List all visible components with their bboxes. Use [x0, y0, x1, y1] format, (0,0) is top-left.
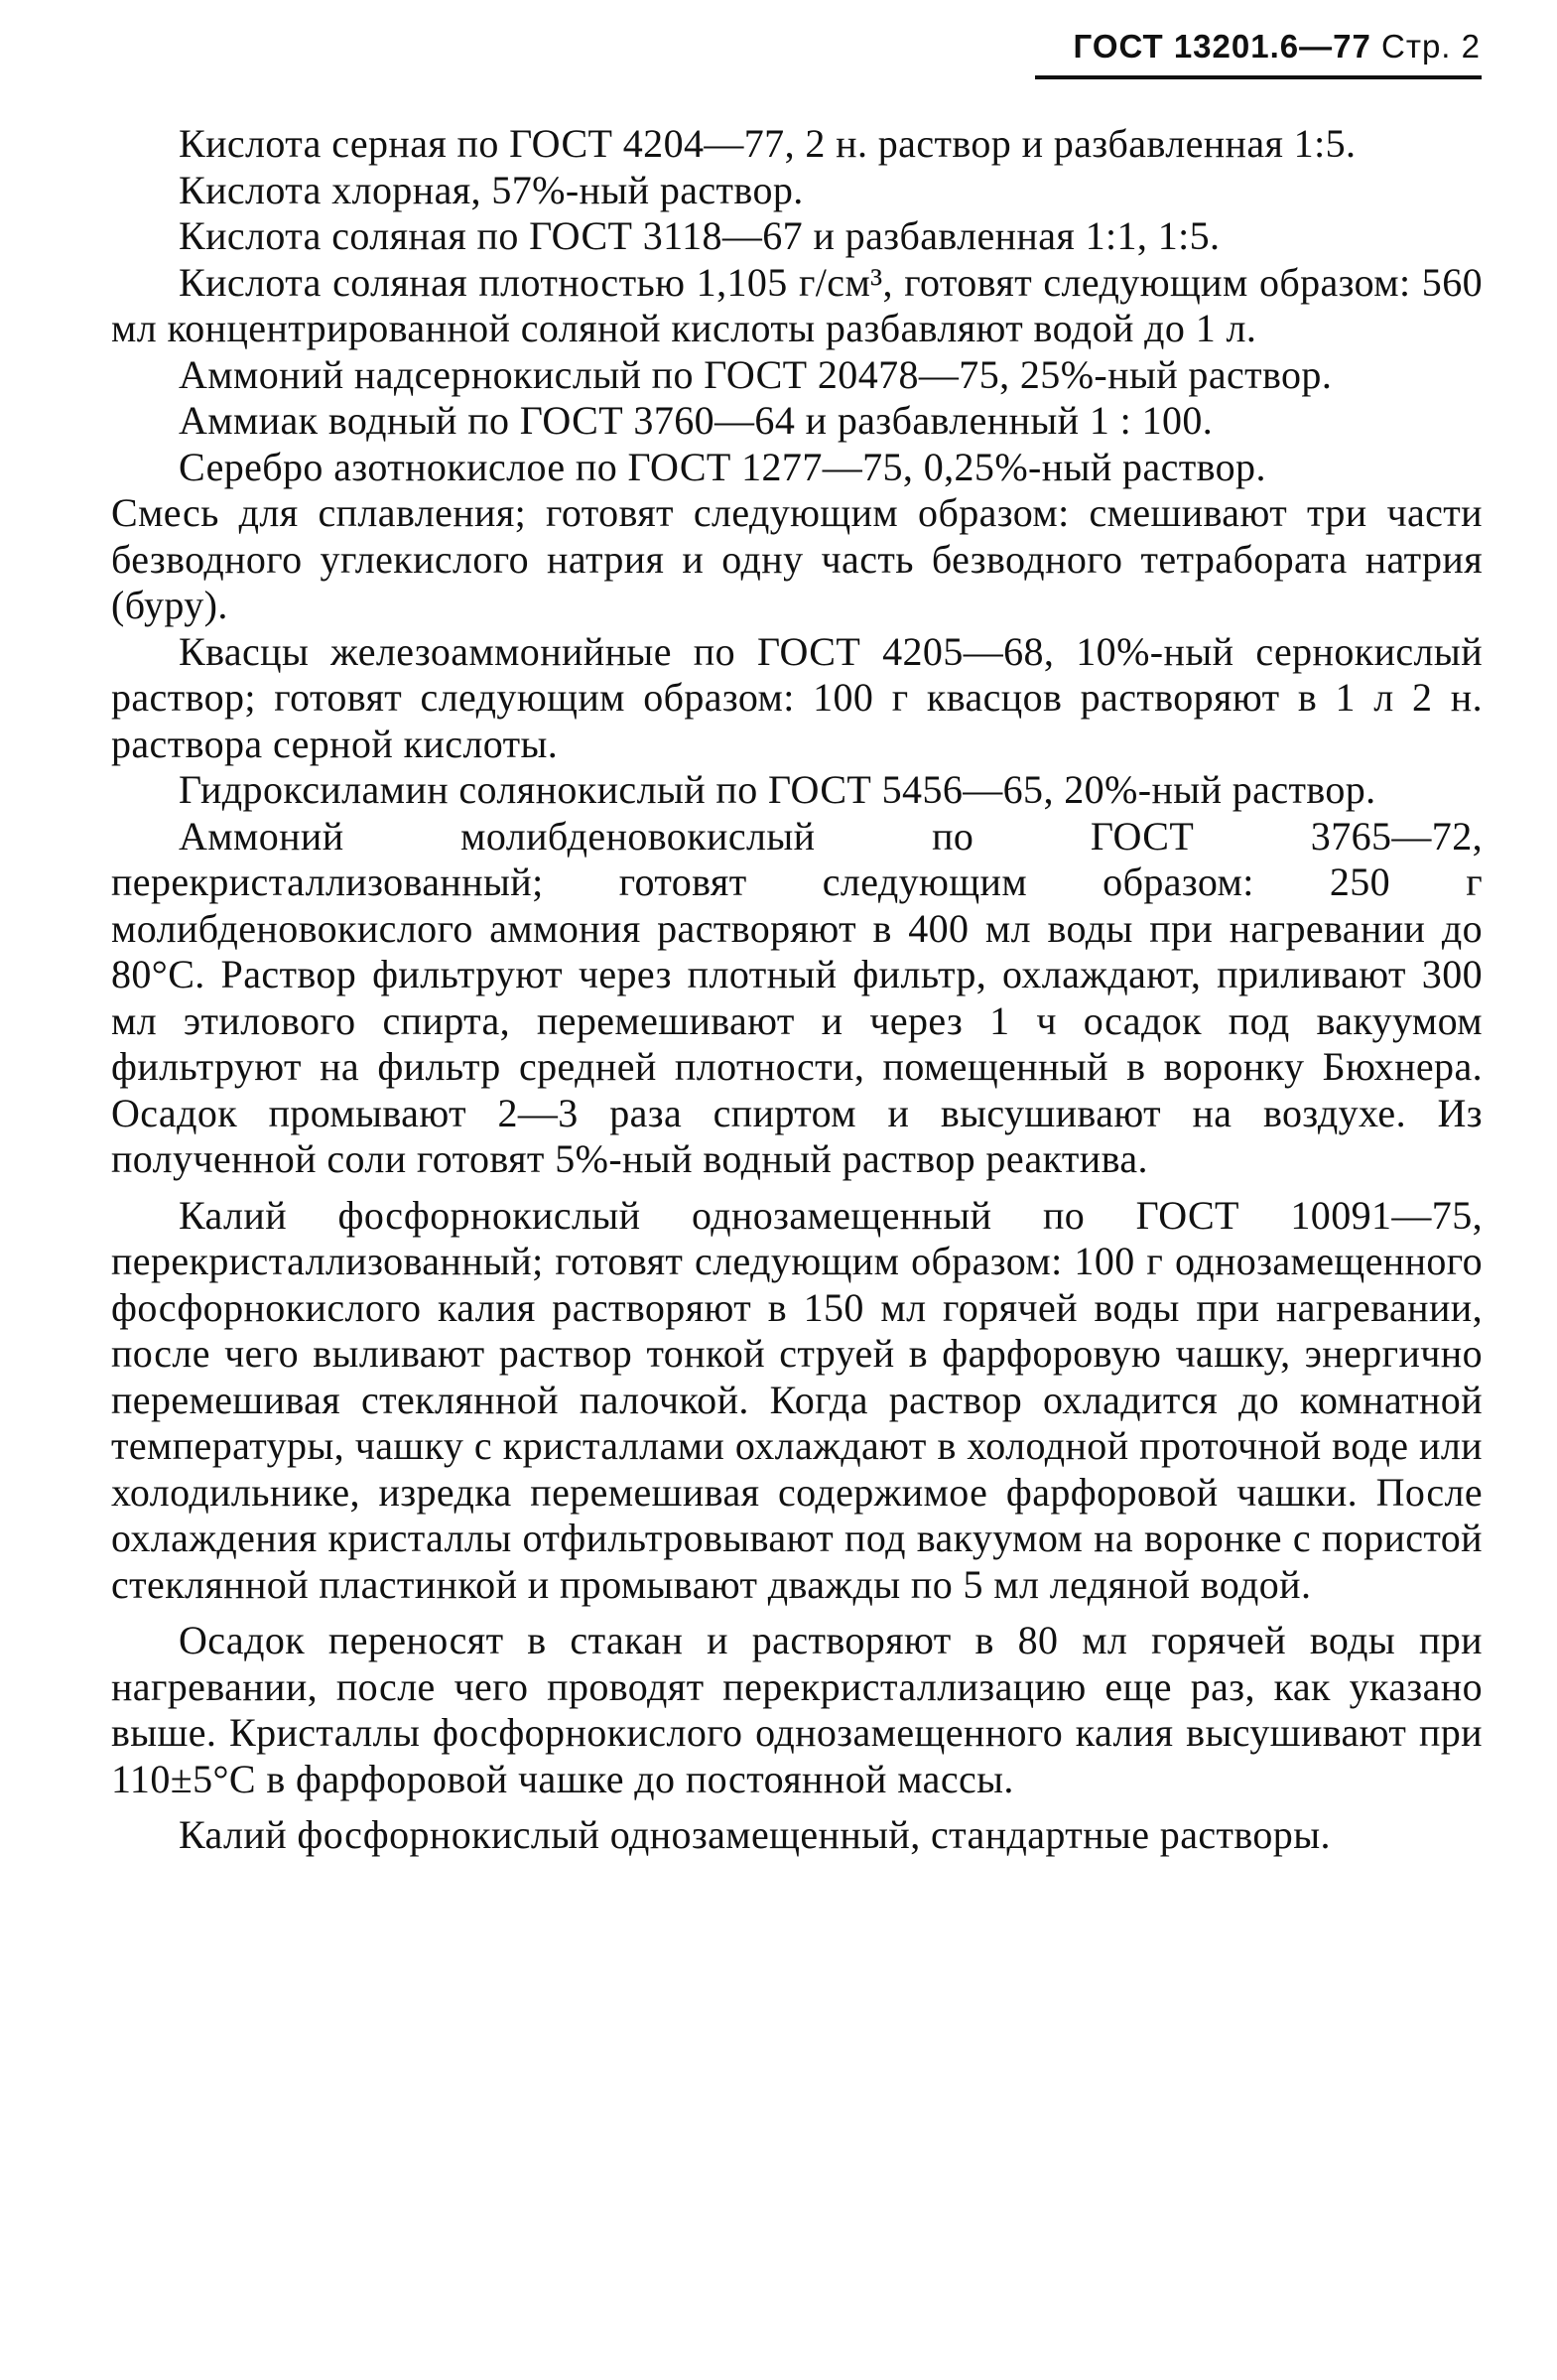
paragraph-perchloric-acid: Кислота хлорная, 57%-ный раствор.: [179, 167, 804, 212]
paragraph-fusion-mixture: Смесь для сплавления; готовят следующим образом: смешивают три части безводного углекислого натрия и одну часть безводного тетрабората натрия (буру).: [111, 490, 1483, 627]
paragraph-ammonia: Аммиак водный по ГОСТ 3760—64 и разбавленный 1 : 100.: [179, 398, 1214, 443]
paragraph-precipitate: Осадок переносят в стакан и растворяют в 80 мл горячей воды при нагревании, после чего проводят перекристаллизацию еще раз, как указано выше. Кристаллы фосфорнокислого однозамещенного калия высушивают при 110±5°С в фарфоровой чашке до постоянной массы.: [111, 1618, 1483, 1801]
standard-code: ГОСТ 13201.6—77: [1073, 28, 1371, 65]
paragraph-silver-nitrate: Серебро азотнокислое по ГОСТ 1277—75, 0,25%-ный раствор.: [179, 444, 1266, 489]
body-text: [111, 121, 1483, 1859]
paragraph-standard-solutions: Калий фосфорнокислый однозамещенный, стандартные растворы.: [179, 1812, 1331, 1857]
paragraph-ammonium-molybdate: Аммоний молибденовокислый по ГОСТ 3765—72, перекристаллизованный; готовят следующим образом: 250 г молибденовокислого аммония растворяют в 400 мл воды при нагревании до 80°С. Раствор фильтруют через плотный фильтр, охлаждают, приливают 300 мл этилового спирта, перемешивают и через 1 ч осадок под вакуумом фильтруют на фильтр средней плотности, помещенный в воронку Бюхнера. Осадок промывают 2—3 раза спиртом и высушивают на воздухе. Из полученной соли готовят 5%-ный водный раствор реактива.: [111, 813, 1483, 1181]
page-number: Стр. 2: [1381, 28, 1481, 65]
header-rule: [1035, 75, 1482, 79]
paragraph-sulfuric-acid: Кислота серная по ГОСТ 4204—77, 2 н. раствор и разбавленная 1:5.: [179, 121, 1357, 166]
paragraph-hydrochloric-acid-density: Кислота соляная плотностью 1,105 г/см³, готовят следующим образом: 560 мл концентрированной соляной кислоты разбавляют водой до 1 л.: [111, 259, 1483, 350]
paragraph-iron-alum: Квасцы железоаммонийные по ГОСТ 4205—68, 10%-ный сернокислый раствор; готовят следующим образом: 100 г квасцов растворяют в 1 л 2 н. раствора серной кислоты.: [111, 628, 1483, 766]
paragraph-ammonium-persulfate: Аммоний надсернокислый по ГОСТ 20478—75, 25%-ный раствор.: [179, 351, 1333, 397]
paragraph-hydroxylamine: Гидроксиламин солянокислый по ГОСТ 5456—65, 20%-ный раствор.: [179, 767, 1376, 812]
paragraph-hydrochloric-acid: Кислота соляная по ГОСТ 3118—67 и разбавленная 1:1, 1:5.: [179, 213, 1221, 258]
paragraph-potassium-phosphate: Калий фосфорнокислый однозамещенный по ГОСТ 10091—75, перекристаллизованный; готовят следующим образом: 100 г однозамещенного фосфорнокислого калия растворяют в 150 мл горячей воды при нагревании, после чего выливают раствор тонкой струей в фарфоровую чашку, энергично перемешивая стеклянной палочкой. Когда раствор охладится до комнатной температуры, чашку с кристаллами охлаждают в холодной проточной воде или холодильнике, изредка перемешивая содержимое фарфоровой чашки. После охлаждения кристаллы отфильтровывают под вакуумом на воронке с пористой стеклянной пластинкой и промывают дважды по 5 мл ледяной водой.: [111, 1192, 1483, 1607]
page-header: [1032, 28, 1481, 66]
